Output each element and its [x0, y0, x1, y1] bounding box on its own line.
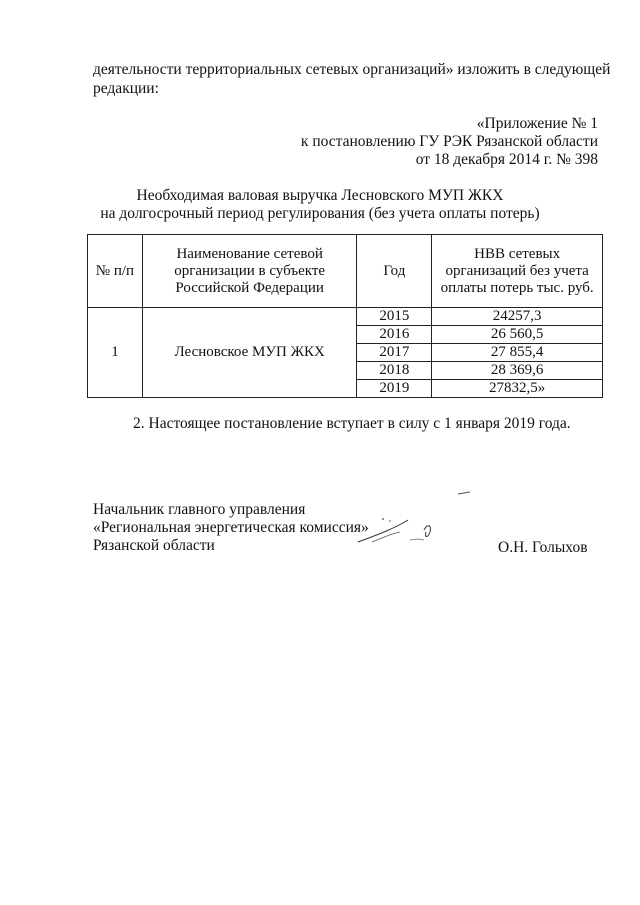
organization-name: Лесновское МУП ЖКХ — [142, 308, 357, 398]
appendix-reference: к постановлению ГУ РЭК Рязанской области — [300, 133, 598, 150]
header-year: Год — [357, 235, 432, 308]
value-cell: 27 855,4 — [432, 344, 603, 362]
appendix-heading: «Приложение № 1 — [476, 115, 598, 132]
signer-name: О.Н. Голыхов — [498, 539, 588, 556]
table-header-row — [88, 235, 603, 308]
row-number: 1 — [88, 308, 143, 398]
signer-position-line-2: «Региональная энергетическая комиссия» — [93, 519, 369, 536]
year-cell: 2018 — [357, 362, 432, 380]
clause-text: 2. Настоящее постановление вступает в силу с 1 января 2019 года. — [133, 415, 571, 432]
year-cell: 2015 — [357, 308, 432, 326]
table-title-line-1: Необходимая валовая выручка Лесновского МУП ЖКХ — [136, 187, 504, 204]
table-row — [88, 308, 603, 326]
appendix-date: от 18 декабря 2014 г. № 398 — [415, 151, 598, 168]
nvv-table — [87, 234, 603, 398]
header-organization: Наименование сетевой организации в субъекте Российской Федерации — [142, 235, 357, 308]
header-nvv: НВВ сетевых организаций без учета оплаты потерь тыс. руб. — [432, 235, 603, 308]
signer-position-line-3: Рязанской области — [93, 537, 215, 554]
header-number: № п/п — [88, 235, 143, 308]
table-title-line-2: на долгосрочный период регулирования (без учета оплаты потерь) — [100, 205, 540, 222]
year-cell: 2016 — [357, 326, 432, 344]
intro-text-line-2: редакции: — [93, 80, 159, 97]
year-cell: 2017 — [357, 344, 432, 362]
value-cell: 26 560,5 — [432, 326, 603, 344]
value-cell: 28 369,6 — [432, 362, 603, 380]
signer-position-line-1: Начальник главного управления — [93, 501, 306, 518]
year-cell: 2019 — [357, 380, 432, 398]
handwritten-signature — [350, 490, 500, 560]
value-cell: 27832,5» — [432, 380, 603, 398]
intro-text-line-1: деятельности территориальных сетевых организаций» изложить в следующей — [93, 61, 611, 78]
value-cell: 24257,3 — [432, 308, 603, 326]
